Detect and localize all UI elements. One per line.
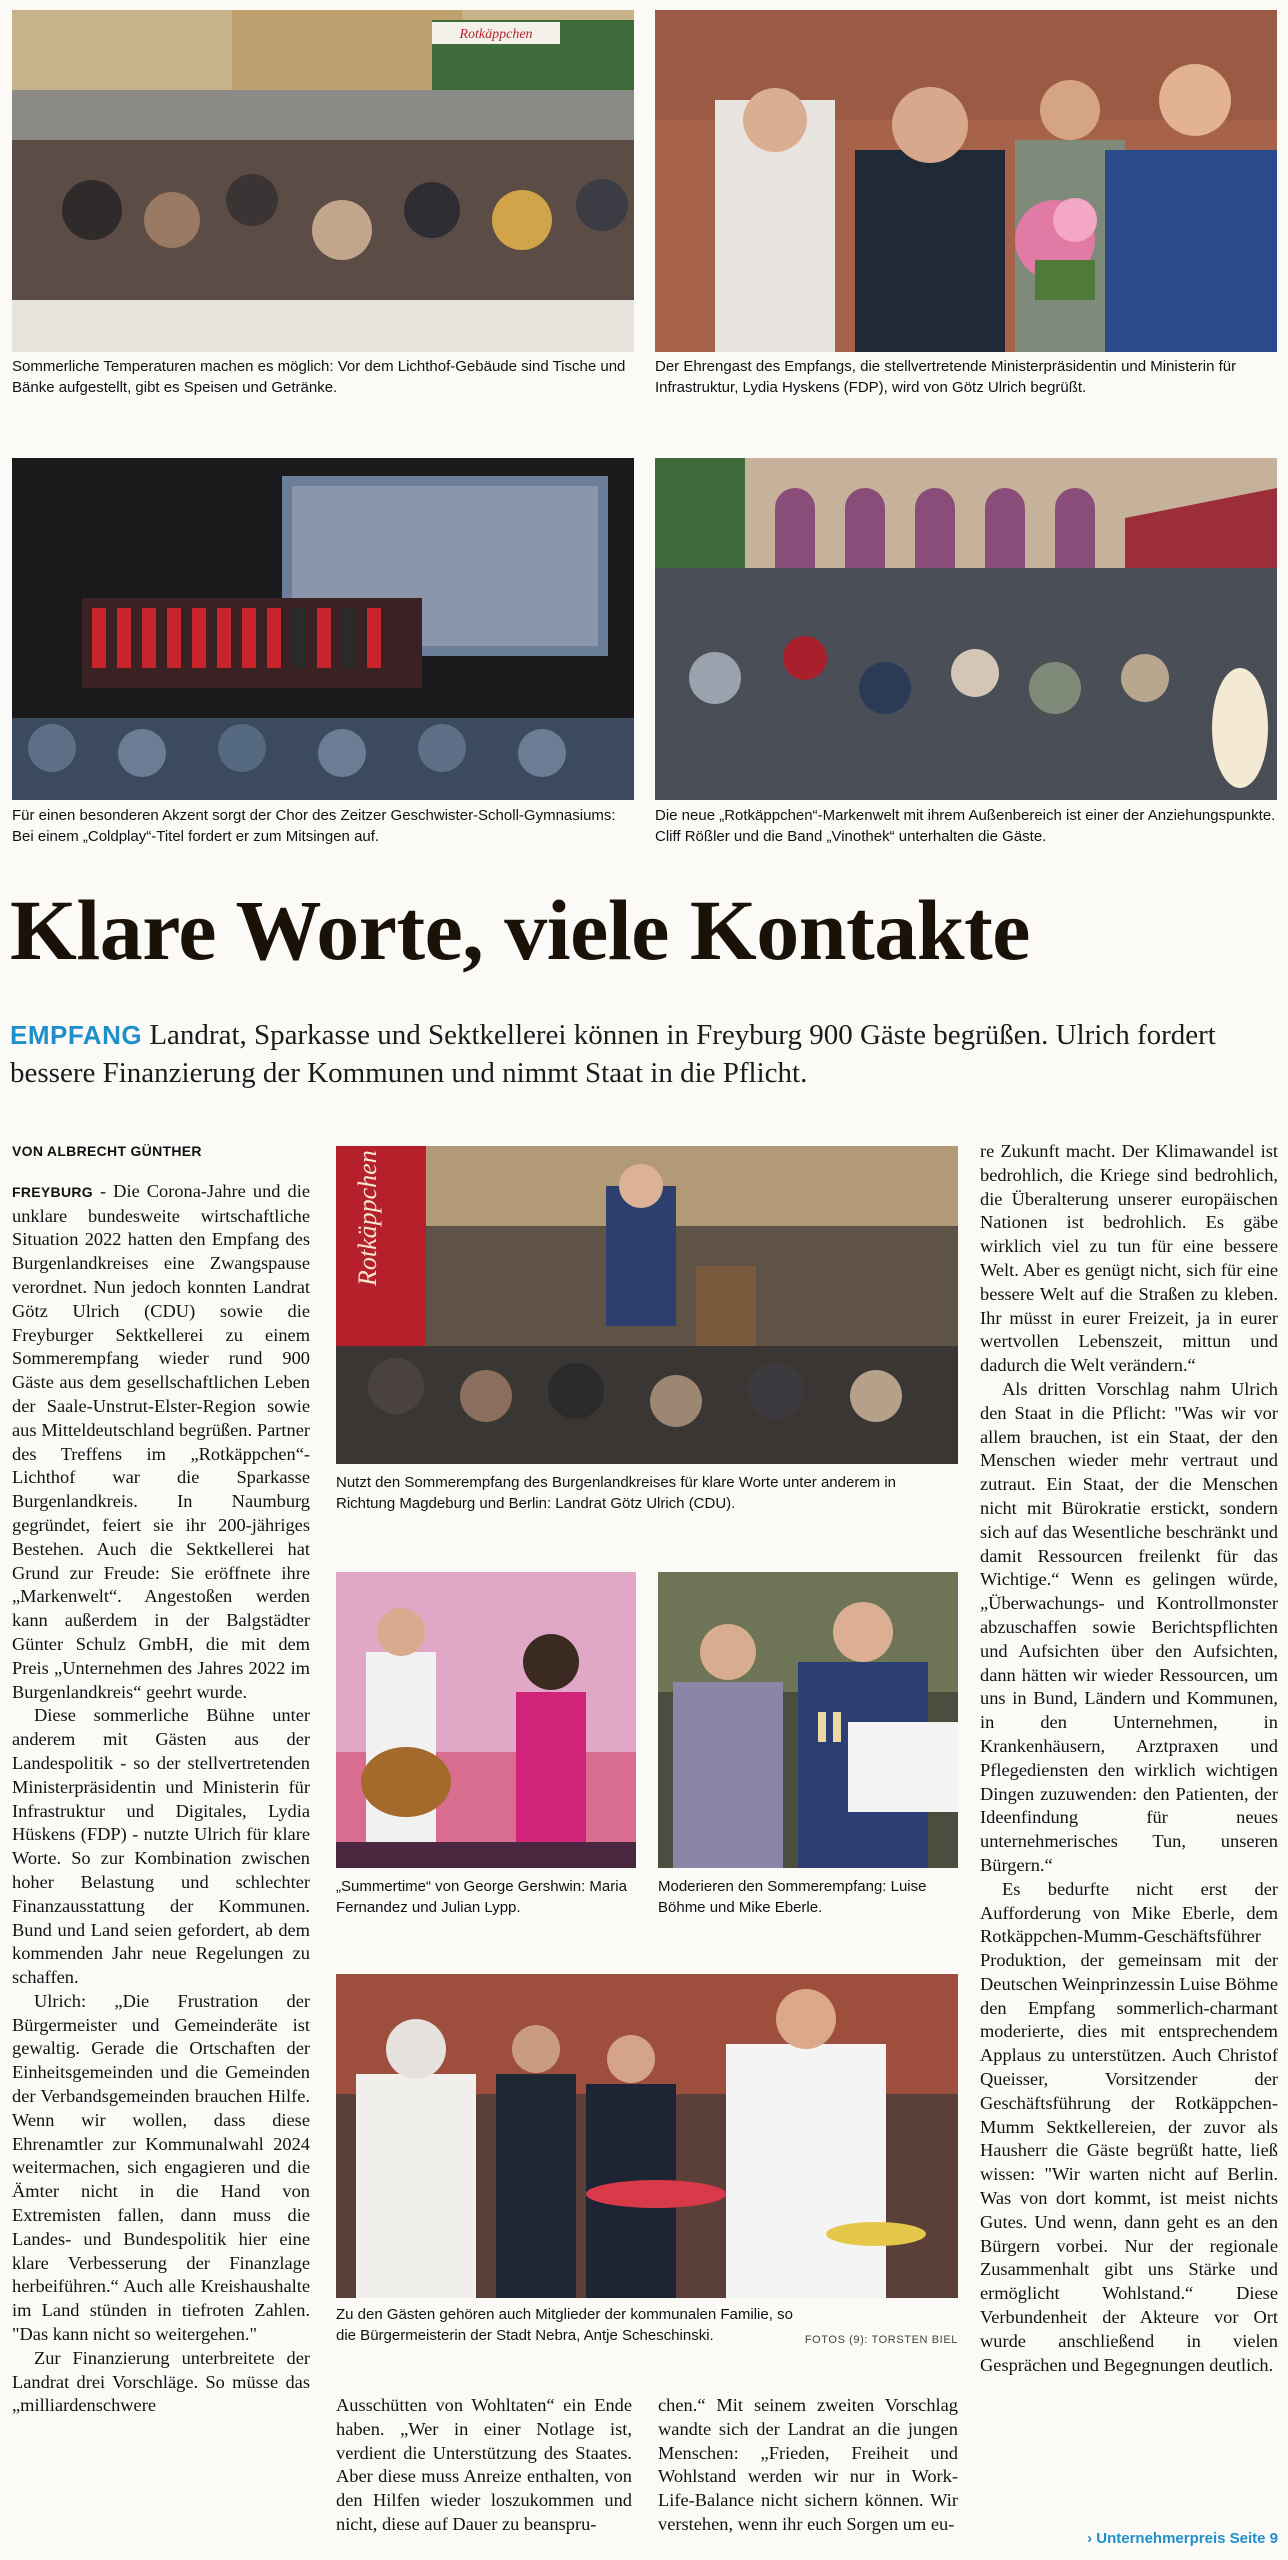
caption-mid-right: Die neue „Rotkäppchen“-Markenwelt mit ihrem Außenbereich ist einer der Anziehungspunkte. Cliff Rößler und die Band „Vinothek“ unterhalten die Gäste. bbox=[655, 807, 1276, 845]
headline: Klare Worte, viele Kontakte bbox=[10, 882, 1030, 978]
photo-choir-stage bbox=[12, 458, 634, 800]
article-column-4 bbox=[980, 1140, 1278, 2377]
article-column-1 bbox=[12, 1140, 310, 2418]
dateline: FREYBURG bbox=[12, 1183, 93, 1200]
paragraph-3: Ulrich: „Die Frustration der Bürgermeister und Gemeinderäte ist gewaltig. Gerade die Ortschaften der Einheitsgemeinden und die Gemeinden der Verbandsgemeinden brauchen Hilfe. Wenn wir wollen, dass diese Ehrenamtler zur Kommunalwahl 2024 weitermachen, sich engagieren und die Ämter nicht in die Hand von Extremisten fallen, dann muss die Landes- und Bundespolitik hier eine klare Verbesserung der Finanzlage herbeiführen.“ Auch alle Kreishaushalte im Land stünden in tiefroten Zahlen. "Das kann nicht so weitergehen." bbox=[12, 1990, 310, 2345]
banner-rotkaeppchen-text: Rotkäppchen bbox=[459, 27, 533, 42]
column-2-text: Ausschütten von Wohltaten“ ein Ende haben. „Wer in einer Notlage ist, verdient die Unterstützung des Staates. Aber diese muss Anreize enthalten, von den Hilfen wieder loszukommen und nicht, diese auf Dauer zu beanspru- bbox=[336, 2395, 632, 2534]
photo-hosts-boehme-eberle bbox=[658, 1572, 958, 1868]
caption-guests: Zu den Gästen gehören auch Mitglieder der kommunalen Familie, so die Bürgermeisterin der Stadt Nebra, Antje Scheschinski. bbox=[336, 2306, 793, 2344]
column-3-text: chen.“ Mit seinem zweiten Vorschlag wandte sich der Landrat an die jungen Menschen: „Frieden, Freiheit und Wohlstand werden wir nur in Work-Life-Balance nicht sichern können. Wir verstehen, wenn ihr euch Sorgen um eu- bbox=[658, 2395, 958, 2534]
paragraph-4: Zur Finanzierung unterbreitete der Landrat drei Vorschläge. So müsse das „milliardenschwere bbox=[12, 2347, 310, 2416]
caption-top-right: Der Ehrengast des Empfangs, die stellvertretende Ministerpräsidentin und Ministerin für Infrastruktur, Lydia Hyskens (FDP), wird von Götz Ulrich begrüßt. bbox=[655, 358, 1237, 396]
caption-music: „Summertime“ von George Gershwin: Maria Fernandez und Julian Lypp. bbox=[336, 1878, 627, 1916]
caption-mid-left: Für einen besonderen Akzent sorgt der Chor des Zeitzer Geschwister-Scholl-Gymnasiums: Bei einem „Coldplay“-Titel fordert er zum Mitsingen auf. bbox=[12, 807, 616, 845]
subhead bbox=[10, 1016, 1280, 1092]
photo-markenwelt-courtyard bbox=[655, 458, 1277, 800]
paragraph-intro-text: - Die Corona-Jahre und die unklare bundesweite wirtschaftliche Situation 2022 hatten den Empfang des Burgenlandkreises eine Zwangspause verordnet. Nun jedoch konnten Landrat Götz Ulrich (CDU) sowie die Freyburger Sektkellerei zu einem Sommerempfang wieder rund 900 Gäste aus dem gesellschaftlichen Leben der Saale-Unstrut-Elster-Region sowie aus Mitteldeutschland begrüßen. Partner des Treffens im „Rotkäppchen“-Lichthof war die Sparkasse Burgenlandkreis. In Naumburg gegründet, feiert sie ihr 200-jähriges Bestehen. Auch die Sektkellerei hat Grund zur Freude: Sie eröffnete ihre „Markenwelt“. Angestoßen werden kann außerdem in der Balgstädter Günter Schulz GmbH, die mit dem Preis „Unternehmen des Jahres 2022 im Burgenlandkreis“ geehrt wurde. bbox=[12, 1180, 310, 1702]
col4-paragraph-2: Als dritten Vorschlag nahm Ulrich den Staat in die Pflicht: "Was wir vor allem brauchen, ist ein Staat, der den Menschen wieder mehr vertraut und zutraut. Ein Staat, der die Menschen nicht mit Bürokratie erstickt, sondern sich auf das Wesentliche beschränkt und damit Ressourcen freilenkt für das Wichtige.“ Wenn es gelingen würde, „Überwachungs- und Kontrollmonster abzuschaffen sowie Berichtspflichten und Aufsichten über den Aufsichten, dann hätten wir wieder Ressourcen, um uns in Bund, Ländern und Kommunen, in den Unternehmen, in Krankenhäusern, Arztpraxen und Pflegediensten den wirklich wichtigen Dingen zuzuwenden: den Patienten, der Ideenfindung für neues unternehmerisches Tun, unseren Bürgern.“ bbox=[980, 1378, 1278, 1875]
byline: VON ALBRECHT GÜNTHER bbox=[12, 1143, 202, 1159]
photo-guests-food bbox=[336, 1974, 958, 2298]
paragraph-intro bbox=[12, 1180, 310, 1705]
photo-musicians-summertime bbox=[336, 1572, 636, 1868]
photo-courtyard-tables bbox=[12, 10, 634, 352]
kicker-empfang: EMPFANG bbox=[10, 1020, 143, 1050]
banner-rotkaeppchen-side-text: Rotkäppchen bbox=[353, 1150, 382, 1286]
page-reference-unternehmerpreis[interactable]: › Unternehmerpreis Seite 9 bbox=[1087, 2530, 1278, 2547]
photo-credit: FOTOS (9): TORSTEN BIEL bbox=[804, 2334, 958, 2346]
photo-speaker-goetz-ulrich bbox=[336, 1146, 958, 1464]
caption-hosts: Moderieren den Sommerempfang: Luise Böhme und Mike Eberle. bbox=[658, 1878, 927, 1916]
subhead-text: Landrat, Sparkasse und Sektkellerei können in Freyburg 900 Gäste begrüßen. Ulrich fordert bessere Finanzierung der Kommunen und nimmt Staat in die Pflicht. bbox=[10, 1019, 1216, 1089]
article-column-2 bbox=[336, 2394, 632, 2537]
caption-speaker: Nutzt den Sommerempfang des Burgenlandkreises für klare Worte unter anderem in Richtung Magdeburg und Berlin: Landrat Götz Ulrich (CDU). bbox=[336, 1474, 897, 1512]
col4-paragraph-3: Es bedurfte nicht erst der Aufforderung von Mike Eberle, dem Rotkäppchen-Mumm-Geschäftsführer Produktion, der gemeinsam mit der Deutschen Weinprinzessin Luise Böhme den Empfang sommerlich-charmant moderierte, dies mit entsprechendem Applaus zu unterstützen. Auch Christof Queisser, Vorsitzender der Geschäftsführung der Rotkäppchen-Mumm Sektkellereien, der zuvor als Hausherr die Gäste begrüßt hatte, ließ wissen: "Wir warten nicht auf Berlin. Was von dort kommt, ist meist nichts Gutes. Und wenn, dann geht es an den Bürgern vorbei. Nur der regionale Zusammenhalt gibt uns Stärke und ermöglicht Wohlstand.“ Diese Verbundenheit der Akteure vor Ort wurde anschließend in vielen Gesprächen und Begegnungen deutlich. bbox=[980, 1878, 1278, 2375]
paragraph-2: Diese sommerliche Bühne unter anderem mit Gästen aus der Landespolitik - so der stellvertretenden Ministerpräsidentin und Ministerin für Infrastruktur und Digitales, Lydia Hüskens (FDP) - nutzte Ulrich für klare Worte. So zur Kombination zwischen hoher Belastung und schlechter Finanzausstattung der Kommunen. Bund und Land seien gefordert, ab dem kommenden Jahr neue Regelungen zu schaffen. bbox=[12, 1705, 310, 1988]
caption-top-left: Sommerliche Temperaturen machen es möglich: Vor dem Lichthof-Gebäude sind Tische und Bänke aufgestellt, gibt es Speisen und Getränke. bbox=[12, 358, 626, 396]
article-column-3 bbox=[658, 2394, 958, 2537]
photo-greeting-guest bbox=[655, 10, 1277, 352]
col4-paragraph-1: re Zukunft macht. Der Klimawandel ist bedrohlich, die Kriege sind bedrohlich, die Überalterung unserer europäischen Nationen ist bedrohlich. Es gäbe wirklich viel zu tun für eine bessere Welt. Aber es genügt nicht, sich für eine bessere Welt auf die Straßen zu kleben. Ihr müsst in eurer Freizeit, ja in eurer wertvollen Lebenszeit, mittun und dadurch die Welt verändern.“ bbox=[980, 1141, 1278, 1376]
